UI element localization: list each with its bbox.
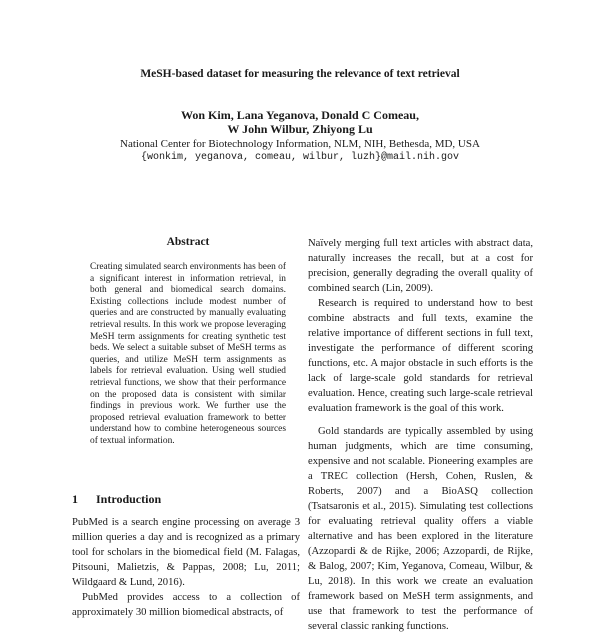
abstract-text: Creating simulated search environments has been of a significant interest in information retrieval, in both general and biomedical search domains. Existing collections include modest number of queries and are constructed by manually evaluating retrieval results. In this work we propose leveraging MeSH term assignments for creating synthetic test beds. We select a suitable subset of MeSH terms as queries, and utilize MeSH term assignments as labels for retrieval evaluation. Using well studied retrieval functions, we show that their performance on the proposed data is consistent with similar findings in previous work. We further use the proposed retrieval evaluation framework to better understand how to combine heterogeneous sources of textual information. (90, 262, 286, 446)
authors-line-1: Won Kim, Lana Yeganova, Donald C Comeau, (181, 108, 419, 122)
abstract-heading: Abstract (166, 236, 210, 248)
author-emails: {wonkim, yeganova, comeau, wilbur, luzh}@mail.nih.gov (140, 152, 460, 163)
intro-paragraph-2: PubMed provides access to a collection of approximately 30 million biomedical abstracts, of (72, 592, 300, 618)
intro-column-left (72, 515, 300, 620)
affiliation: National Center for Biotechnology Information, NLM, NIH, Bethesda, MD, USA (120, 138, 480, 150)
right-paragraph-1: Naïvely merging full text articles with abstract data, naturally increases the recall, but at a cost for precision, generally degrading the overall quality of combined search (Lin, 2009). (308, 238, 533, 294)
intro-column-right (308, 236, 533, 634)
section-number: 1 (72, 492, 78, 506)
author-list (0, 108, 600, 136)
right-paragraph-3: Gold standards are typically assembled by using human judgments, which are time consuming, expensive and not scalable. Pioneering examples are a TREC collection (Hersh, Cohen, Ruslen, & Roberts, 2007) and a BioASQ collection (Tsatsaronis et al., 2015). Simulating test collections for evaluating retrieval quality offers a viable alternative and has been explored in the literature (Azzopardi & de Rijke, 2006; Azzopardi, de Rijke, & Balog, 2007; Kim, Yeganova, Comeau, Wilbur, & Lu, 2018). In this work we create an evaluation framework based on MeSH term assignments, and use that framework to test the performance of several classic ranking functions. (308, 426, 533, 632)
section-heading-introduction (72, 492, 161, 507)
section-title: Introduction (96, 492, 162, 506)
authors-line-2: W John Wilbur, Zhiyong Lu (227, 122, 373, 136)
intro-paragraph-1: PubMed is a search engine processing on average 3 million queries a day and is recognized as a primary tool for scholars in the biomedical field (M. Falagas, Pitsouni, Malietzis, & Pappas, 2008; Lu, 2011; Wildgaard & Lund, 2016). (72, 517, 300, 588)
right-paragraph-2: Research is required to understand how to best combine abstracts and full texts, examine the relative importance of different sections in full text, investigate the performance of different scoring functions, etc. A major obstacle in such efforts is the lack of large-scale gold standards for retrieval evaluation. Hence, creating such large-scale retrieval evaluation framework is the goal of this work. (308, 298, 533, 414)
paper-title: MeSH-based dataset for measuring the relevance of text retrieval (140, 68, 460, 80)
